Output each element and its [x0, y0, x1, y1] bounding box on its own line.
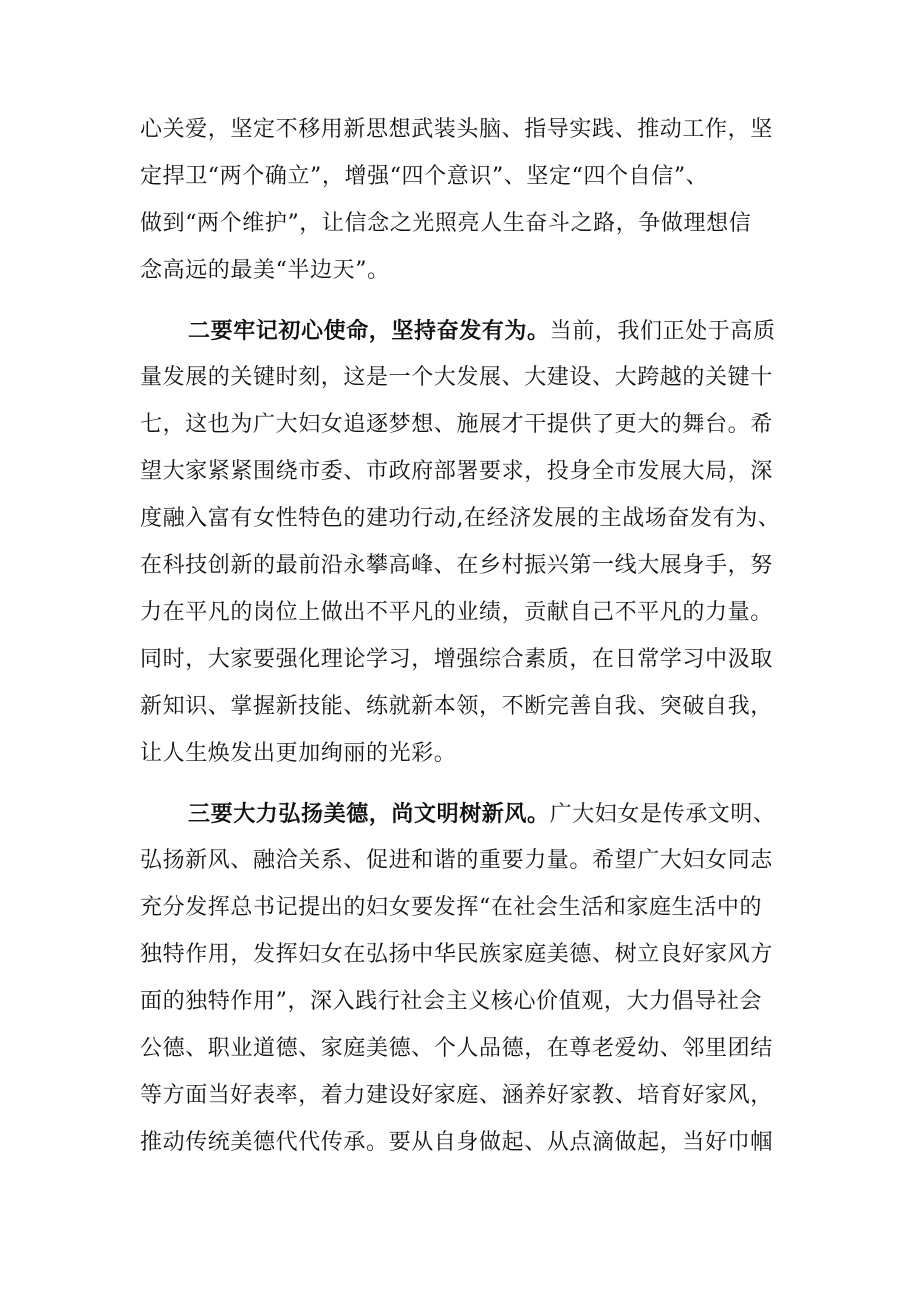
paragraph-3-line-1: 广大妇女是传承文明、 — [549, 802, 776, 827]
paragraph-1-line-3: 做到“两个维护”，让信念之光照亮人生奋斗之路，争做理想信 — [140, 211, 752, 236]
paragraph-2-line-2: 量发展的关键时刻，这是一个大发展、大建设、大跨越的关键十 — [140, 365, 773, 390]
paragraph-3-line-4: 独特作用，发挥妇女在弘扬中华民族家庭美德、树立良好家风方 — [140, 942, 773, 967]
paragraph-3-line-3: 充分发挥总书记提出的妇女要发挥“在社会生活和家庭生活中的 — [140, 895, 763, 920]
paragraph-2-heading: 二要牢记初心使命，坚持奋发有为。 — [188, 318, 550, 344]
paragraph-3-line-6: 公德、职业道德、家庭美德、个人品德，在尊老爱幼、邻里团结 — [140, 1036, 773, 1061]
paragraph-3-heading: 三要大力弘扬美德，尚文明树新风。 — [188, 801, 550, 827]
paragraph-2-line-1: 当前，我们正处于高质 — [549, 319, 776, 344]
paragraph-3-line-2: 弘扬新风、融洽关系、促进和谐的重要力量。希望广大妇女同志 — [140, 848, 773, 873]
paragraph-3-line-8: 推动传统美德代代传承。要从自身做起、从点滴做起，当好巾帼 — [140, 1130, 773, 1155]
paragraph-2-line-5: 度融入富有女性特色的建功行动,在经济发展的主战场奋发有为、 — [140, 506, 781, 531]
paragraph-3-line-7: 等方面当好表率，着力建设好家庭、涵养好家教、培育好家风， — [140, 1083, 773, 1108]
paragraph-1-line-2: 定捍卫“两个确立”，增强“四个意识”、坚定“四个自信”、 — [140, 164, 709, 189]
paragraph-3-line-5: 面的独特作用”，深入践行社会主义核心价值观，大力倡导社会 — [140, 989, 763, 1014]
paragraph-2-line-6: 在科技创新的最前沿永攀高峰、在乡村振兴第一线大展身手，努 — [140, 553, 773, 578]
paragraph-2-first-line — [188, 311, 800, 351]
paragraph-1-line-1: 心关爱，坚定不移用新思想武装头脑、指导实践、推动工作，坚 — [140, 117, 773, 142]
paragraph-2-line-9: 新知识、掌握新技能、练就新本领，不断完善自我、突破自我， — [140, 694, 773, 719]
paragraph-2-line-4: 望大家紧紧围绕市委、市政府部署要求，投身全市发展大局，深 — [140, 459, 773, 484]
paragraph-2-line-3: 七，这也为广大妇女追逐梦想、施展才干提供了更大的舞台。希 — [140, 412, 773, 437]
paragraph-3-first-line — [188, 794, 800, 834]
paragraph-2-line-8: 同时，大家要强化理论学习，增强综合素质，在日常学习中汲取 — [140, 647, 773, 672]
paragraph-2-line-10: 让人生焕发出更加绚丽的光彩。 — [140, 741, 457, 766]
paragraph-1-line-4: 念高远的最美“半边天”。 — [140, 258, 390, 283]
paragraph-2-line-7: 力在平凡的岗位上做出不平凡的业绩，贡献自己不平凡的力量。 — [140, 600, 773, 625]
